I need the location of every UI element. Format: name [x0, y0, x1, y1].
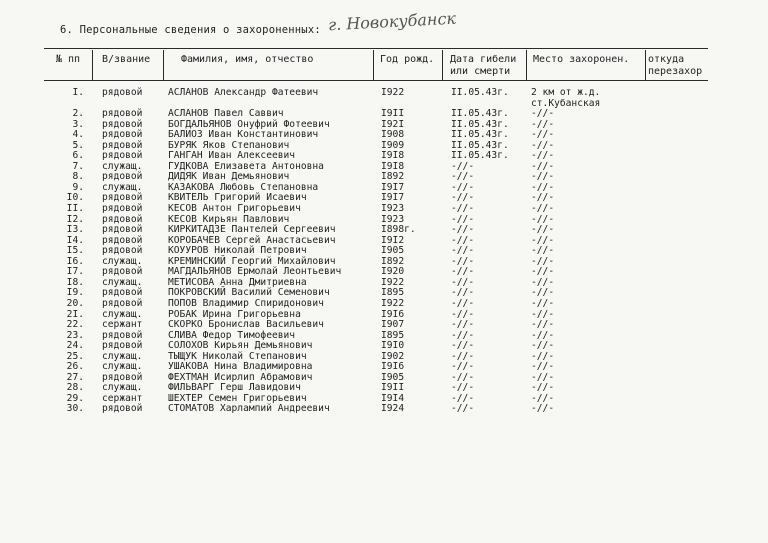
row-name: АСЛАНОВ Александр Фатеевич [168, 87, 319, 98]
table-row [0, 320, 768, 331]
row-year: I9II [381, 382, 405, 394]
row-rank: рядовой [102, 329, 143, 341]
row-death: -//- [451, 234, 475, 246]
table-row [0, 299, 768, 310]
row-rank: служащ. [102, 160, 143, 172]
header-rank: В/звание [102, 54, 151, 65]
row-place: -//- [531, 350, 555, 362]
row-death: -//- [451, 371, 475, 383]
row-rank: рядовой [102, 108, 143, 120]
header-death: Дата гибели или смерти [450, 54, 517, 77]
row-rank: рядовой [102, 245, 143, 257]
row-year: I922 [381, 297, 405, 309]
row-rank: рядовой [102, 139, 143, 151]
row-place: -//- [531, 181, 555, 193]
row-num: 2. [72, 108, 84, 120]
row-death: -//- [451, 255, 475, 267]
row-year: I909 [381, 139, 405, 151]
header-from: откуда перезахор [648, 54, 703, 77]
row-name: ПОПОВ Владимир Спиридонович [168, 297, 324, 309]
row-rank: служащ. [102, 181, 143, 193]
row-rank: рядовой [102, 192, 143, 204]
row-year: I9I0 [381, 340, 405, 352]
row-rank: рядовой [102, 213, 143, 225]
row-num: 8. [72, 171, 84, 183]
table-row [0, 87, 768, 109]
row-num: I9. [66, 287, 84, 299]
row-year: I9I2 [381, 234, 405, 246]
row-name: КОУУРОВ Николай Петрович [168, 245, 307, 257]
row-place: -//- [531, 224, 555, 236]
row-year: I895 [381, 329, 405, 341]
table-row [0, 204, 768, 215]
row-death: II.05.43г. [451, 129, 509, 141]
row-year: I898г. [381, 224, 416, 236]
row-num: I0. [66, 192, 84, 204]
row-year: I924 [381, 403, 405, 415]
row-place: -//- [531, 392, 555, 404]
row-place: -//- [531, 192, 555, 204]
row-year: I892 [381, 171, 405, 183]
row-name: ГАНГАН Иван Алексеевич [168, 150, 296, 162]
row-rank: сержант [102, 319, 143, 331]
row-name: МАГДАЛЬЯНОВ Ермолай Леонтьевич [168, 266, 342, 278]
row-num: 20. [66, 297, 84, 309]
row-name: УШАКОВА Нина Владимировна [168, 361, 313, 373]
row-place: -//- [531, 150, 555, 162]
row-num: 3. [72, 118, 84, 130]
row-num: 25. [66, 350, 84, 362]
row-year: I905 [381, 245, 405, 257]
row-num: 29. [66, 392, 84, 404]
row-num: I3. [66, 224, 84, 236]
table-row [0, 109, 768, 120]
row-num: 24. [66, 340, 84, 352]
row-death: -//- [451, 245, 475, 257]
row-year: I923 [381, 203, 405, 214]
row-num: I7. [66, 266, 84, 278]
row-year: I922 [381, 276, 405, 288]
row-name: СТОМАТОВ Харлампий Андреевич [168, 403, 330, 415]
row-death: -//- [451, 266, 475, 278]
row-rank: рядовой [102, 297, 143, 309]
row-place: -//- [531, 361, 555, 373]
row-place: -//- [531, 382, 555, 394]
column-divider [645, 50, 646, 80]
row-name: АСЛАНОВ Павел Саввич [168, 108, 284, 120]
header-year: Год рожд. [380, 54, 435, 65]
row-num: 30. [66, 403, 84, 415]
row-year: I9I7 [381, 181, 405, 193]
row-year: I920 [381, 266, 405, 278]
row-rank: служащ. [102, 308, 143, 320]
row-year: I895 [381, 287, 405, 299]
row-name: ФЕХТМАН Исирлип Абрамович [168, 371, 313, 383]
row-rank: служащ. [102, 350, 143, 362]
header-name: Фамилия, имя, отчество [181, 54, 314, 65]
row-year: I9I6 [381, 361, 405, 373]
row-death: -//- [451, 319, 475, 331]
row-rank: служащ. [102, 276, 143, 288]
row-rank: рядовой [102, 340, 143, 352]
row-place: -//- [531, 340, 555, 352]
row-place: -//- [531, 297, 555, 309]
row-rank: служащ. [102, 361, 143, 373]
row-year: I908 [381, 129, 405, 141]
row-name: ФИЛЬВАРГ Герш Лавидович [168, 382, 301, 394]
row-place: -//- [531, 203, 555, 214]
row-num: 2I. [66, 308, 84, 320]
row-place: -//- [531, 371, 555, 383]
row-num: 22. [66, 319, 84, 331]
header-num: № пп [56, 54, 81, 65]
row-rank: сержант [102, 392, 143, 404]
table-header-rule [44, 80, 708, 81]
row-death: -//- [451, 276, 475, 288]
row-name: ШЕХТЕР Семен Григорьевич [168, 392, 307, 404]
row-death: -//- [451, 297, 475, 309]
row-year: I922 [381, 87, 405, 98]
row-year: I923 [381, 213, 405, 225]
row-death: -//- [451, 382, 475, 394]
handwritten-place: г. Новокубанск [327, 8, 457, 35]
header-place: Место захоронен. [533, 54, 630, 65]
row-num: 28. [66, 382, 84, 394]
row-place: -//- [531, 276, 555, 288]
row-name: ТЫЩУК Николай Степанович [168, 350, 307, 362]
row-place: -//- [531, 308, 555, 320]
row-death: -//- [451, 361, 475, 373]
row-num: I5. [66, 245, 84, 257]
row-year: I9I4 [381, 392, 405, 404]
row-num: 23. [66, 329, 84, 341]
row-rank: служащ. [102, 382, 143, 394]
row-death: -//- [451, 203, 475, 214]
row-num: 6. [72, 150, 84, 162]
row-name: РОБАК Ирина Григорьевна [168, 308, 301, 320]
row-death: -//- [451, 403, 475, 415]
column-divider [92, 50, 93, 80]
row-num: 27. [66, 371, 84, 383]
row-num: 9. [72, 181, 84, 193]
row-name: КЕСОВ Антон Григорьевич [168, 203, 301, 214]
row-year: I9I8 [381, 150, 405, 162]
row-year: I905 [381, 371, 405, 383]
row-rank: рядовой [102, 171, 143, 183]
row-death: -//- [451, 171, 475, 183]
row-year: I9II [381, 108, 405, 120]
row-death: -//- [451, 287, 475, 299]
row-num: I8. [66, 276, 84, 288]
row-place: -//- [531, 213, 555, 225]
row-death: II.05.43г. [451, 150, 509, 162]
row-num: II. [66, 203, 84, 214]
row-name: КРЕМИНСКИЙ Георгий Михайлович [168, 255, 336, 267]
row-num: 5. [72, 139, 84, 151]
row-place: -//- [531, 118, 555, 130]
row-place: -//- [531, 171, 555, 183]
row-place: -//- [531, 266, 555, 278]
row-place: -//- [531, 108, 555, 120]
row-death: II.05.43г. [451, 139, 509, 151]
row-place: -//- [531, 129, 555, 141]
row-year: I892 [381, 255, 405, 267]
row-death: -//- [451, 181, 475, 193]
row-rank: рядовой [102, 287, 143, 299]
row-name: БАЛИОЗ Иван Константинович [168, 129, 319, 141]
row-death: II.05.43г. [451, 118, 509, 130]
row-death: -//- [451, 224, 475, 236]
row-year: I9I7 [381, 192, 405, 204]
row-place: -//- [531, 403, 555, 415]
row-rank: рядовой [102, 118, 143, 130]
row-name: МЕТИСОВА Анна Дмитриевна [168, 276, 307, 288]
row-name: БОГДАЛЬЯНОВ Онуфрий Фотеевич [168, 118, 330, 130]
row-place: -//- [531, 245, 555, 257]
row-rank: рядовой [102, 129, 143, 141]
row-rank: рядовой [102, 150, 143, 162]
row-name: КОРОБАЧЕВ Сергей Анастасьевич [168, 234, 336, 246]
row-rank: рядовой [102, 371, 143, 383]
row-death: II.05.43г. [451, 108, 509, 120]
row-name: КЕСОВ Кирьян Павлович [168, 213, 290, 225]
row-rank: рядовой [102, 234, 143, 246]
row-name: КВИТЕЛЬ Григорий Исаевич [168, 192, 307, 204]
row-place: -//- [531, 234, 555, 246]
row-death: -//- [451, 392, 475, 404]
row-name: БУРЯК Яков Степанович [168, 139, 290, 151]
row-place: -//- [531, 139, 555, 151]
row-year: I902 [381, 350, 405, 362]
row-name: КИРКИТАДЗЕ Пантелей Сергеевич [168, 224, 336, 236]
row-year: I9I8 [381, 160, 405, 172]
row-num: I. [72, 87, 84, 98]
column-divider [163, 50, 164, 80]
row-num: 7. [72, 160, 84, 172]
row-num: I4. [66, 234, 84, 246]
row-death: -//- [451, 213, 475, 225]
row-death: -//- [451, 192, 475, 204]
column-divider [442, 50, 443, 80]
row-place: -//- [531, 319, 555, 331]
row-place: -//- [531, 255, 555, 267]
row-year: I907 [381, 319, 405, 331]
row-name: ПОКРОВСКИЙ Василий Семенович [168, 287, 330, 299]
table-row [0, 404, 768, 415]
row-death: -//- [451, 329, 475, 341]
row-rank: рядовой [102, 224, 143, 236]
column-divider [526, 50, 527, 80]
section-title: 6. Персональные сведения о захороненных: [60, 24, 321, 36]
row-num: 4. [72, 129, 84, 141]
row-rank: рядовой [102, 403, 143, 415]
row-name: ДИДЯК Иван Демьянович [168, 171, 290, 183]
row-death: -//- [451, 350, 475, 362]
row-place: 2 км от ж.д. ст.Кубанская [531, 87, 601, 109]
row-place: -//- [531, 287, 555, 299]
row-death: II.05.43г. [451, 87, 509, 98]
row-name: СЛИВА Федор Тимофеевич [168, 329, 296, 341]
row-num: I6. [66, 255, 84, 267]
row-place: -//- [531, 329, 555, 341]
table-top-rule [44, 48, 708, 49]
row-death: -//- [451, 308, 475, 320]
row-name: ГУДКОВА Елизавета Антоновна [168, 160, 324, 172]
row-death: -//- [451, 340, 475, 352]
row-rank: рядовой [102, 203, 143, 214]
row-rank: рядовой [102, 87, 143, 98]
row-year: I92I [381, 118, 405, 130]
row-name: СОЛОХОВ Кирьян Демьянович [168, 340, 313, 352]
row-num: I2. [66, 213, 84, 225]
row-name: КАЗАКОВА Любовь Степановна [168, 181, 319, 193]
row-rank: служащ. [102, 255, 143, 267]
row-death: -//- [451, 160, 475, 172]
row-num: 26. [66, 361, 84, 373]
column-divider [373, 50, 374, 80]
row-year: I9I6 [381, 308, 405, 320]
row-rank: рядовой [102, 266, 143, 278]
row-name: СКОРКО Бронислав Васильевич [168, 319, 324, 331]
row-place: -//- [531, 160, 555, 172]
